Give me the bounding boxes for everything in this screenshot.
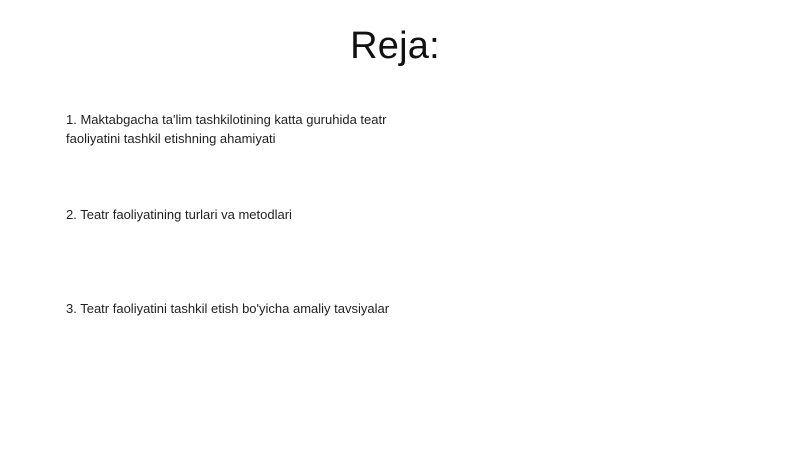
plan-item-1: 1. Maktabgacha ta'lim tashkilotining katta guruhida teatr faoliyatini tashkil etishning ahamiyati [66,112,387,146]
plan-item-3: 3. Teatr faoliyatini tashkil etish bo'yicha amaliy tavsiyalar [66,301,390,316]
slide-title: Reja: [350,25,440,67]
plan-item-2: 2. Teatr faoliyatining turlari va metodlari [66,207,292,222]
